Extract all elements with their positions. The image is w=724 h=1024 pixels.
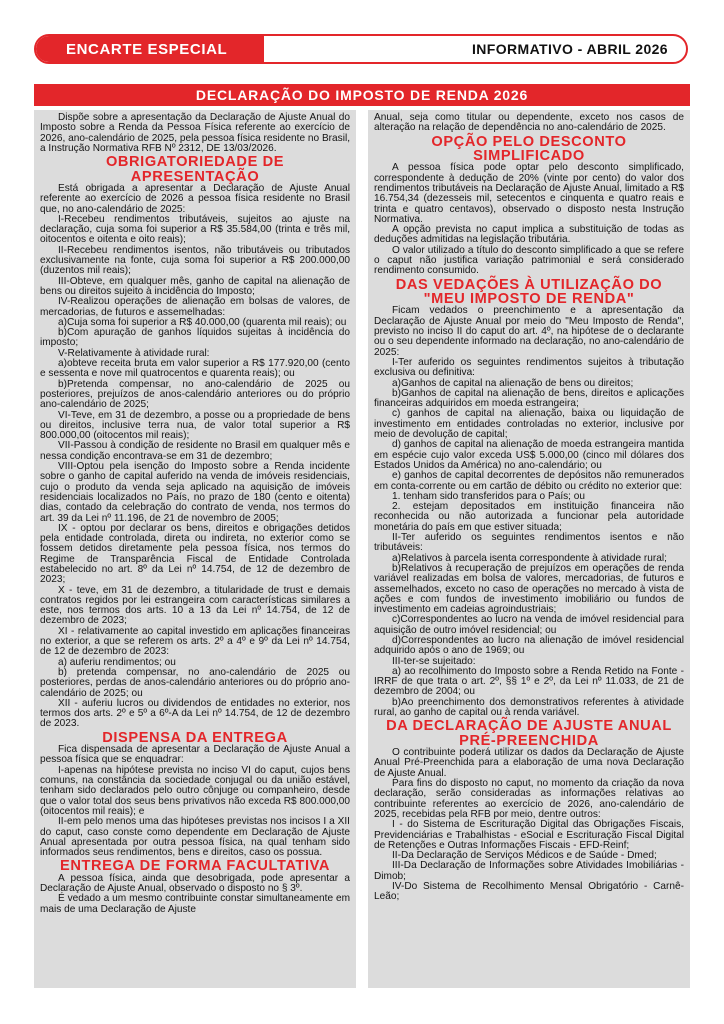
- paragraph: Fica dispensada de apresentar a Declaração de Ajuste Anual a pessoa física que se enquadrar:: [40, 744, 350, 766]
- paragraph: É vedado a um mesmo contribuinte constar simultaneamente em mais de uma Declaração de Ajuste: [40, 893, 350, 915]
- heading-facultativa: ENTREGA DE FORMA FACULTATIVA: [59, 858, 330, 875]
- paragraph: III-ter-se sujeitado:: [392, 655, 476, 667]
- paragraph: I-Recebeu rendimentos tributáveis, sujeitos ao ajuste na declaração, cuja soma foi superior a R$ 35.584,00 (trinta e três mil, oitocentos e oitenta e oito reais);: [40, 213, 350, 246]
- paragraph: O contribuinte poderá utilizar os dados da Declaração de Ajuste Anual Pré-Preenchida para a elaboração de uma nova Declaração de Ajuste Anual.: [374, 747, 684, 779]
- paragraph: IV-Do Sistema de Recolhimento Mensal Obrigatório - Carnê-Leão;: [374, 881, 684, 903]
- paragraph: d) ganhos de capital na alienação de moeda estrangeira mantida em espécie cujo valor exceda US$ 5.000,00 (cinco mil dólares dos Estados Unidos da América) no ano-calendário; ou: [374, 439, 684, 471]
- intro-paragraph: Dispõe sobre a apresentação da Declaração de Ajuste Anual do Imposto sobre a Renda da Pessoa Física referente ao exercício de 2026, ano-calendário de 2025, pela pessoa física residente no Brasil, a Instrução Normativa RFB Nº 2312, DE 13/03/2026.: [40, 112, 350, 154]
- paragraph: a)Ganhos de capital na alienação de bens ou direitos;: [392, 377, 634, 389]
- paragraph: b)Com apuração de ganhos líquidos sujeitas à incidência do imposto;: [40, 327, 350, 349]
- paragraph: a) auferiu rendimentos; ou: [58, 656, 176, 668]
- paragraph: a) ao recolhimento do Imposto sobre a Renda Retido na Fonte - IRRF de que trata o art. 2º, §§ 1º e 2º, da Lei nº 11.033, de 21 de dezembro de 2004; ou: [374, 665, 684, 698]
- paragraph: A opção prevista no caput implica a substituição de todas as deduções admitidas na legislação tributária.: [374, 224, 684, 246]
- paragraph: a)Cuja soma foi superior a R$ 40.000,00 (quarenta mil reais); ou: [58, 316, 347, 328]
- paragraph: A pessoa física, ainda que desobrigada, pode apresentar a Declaração de Ajuste Anual, observado o disposto no § 3º.: [40, 872, 350, 895]
- paragraph: b) pretenda compensar, no ano-calendário de 2025 ou posteriores, perdas de anos-calendário anteriores ou do próprio ano-calendário de 2025; ou: [40, 666, 350, 699]
- paragraph: II-Ter auferido os seguintes rendimentos isentos e não tributáveis:: [374, 532, 684, 554]
- paragraph: V-Relativamente à atividade rural:: [58, 347, 210, 359]
- paragraph: 1. tenham sido transferidos para o País; ou: [392, 490, 586, 502]
- heading-dispensa: DISPENSA DA ENTREGA: [102, 729, 288, 746]
- dispensa-list: [40, 745, 350, 858]
- top-banner: [34, 34, 688, 64]
- paragraph: e) ganhos de capital decorrentes de depósitos não remunerados em conta-corrente ou em cartão de débito ou crédito no exterior que:: [374, 470, 684, 492]
- paragraph: II-Recebeu rendimentos isentos, não tributáveis ou tributados exclusivamente na fonte, cuja soma foi superior a R$ 200.000,00 (duzentos mil reais);: [40, 244, 350, 277]
- paragraph: XII - auferiu lucros ou dividendos de entidades no exterior, nos termos dos arts. 2º e 5º a 6º-A da Lei nº 14.754, de 12 de dezembro de 2023.: [40, 697, 350, 730]
- paragraph: X - teve, em 31 de dezembro, a titularidade de trust e demais contratos regidos por lei estrangeira com características similares a este, nos termos dos arts. 10 a 13 da Lei nº 14.754, de 12 de dezembro de 2023;: [40, 584, 350, 627]
- paragraph: c) ganhos de capital na alienação, baixa ou liquidação de investimento em entidades controladas no exterior, inclusive por meio de devolução de capital;: [374, 408, 684, 441]
- paragraph: VI-Teve, em 31 de dezembro, a posse ou a propriedade de bens ou direitos, inclusive terra nua, de valor total superior a R$ 800.000,00 (oitocentos mil reais);: [40, 409, 350, 442]
- facultativa-list: [40, 874, 350, 915]
- page-title: DECLARAÇÃO DO IMPOSTO DE RENDA 2026: [34, 84, 690, 106]
- paragraph: Ficam vedados o preenchimento e a apresentação da Declaração de Ajuste Anual por meio do "Meu Imposto de Renda", previsto no inciso II do caput do art. 4º, na hipótese de o declarante ou o seu dependente informado na declaração, no ano-calendário de 2025:: [374, 305, 684, 358]
- paragraph: 2. estejam depositados em instituição financeira não reconhecida ou não autorizada a funcionar pela autoridade monetária do país em que estiver situada;: [374, 501, 684, 533]
- paragraph: II-Da Declaração de Serviços Médicos e de Saúde - Dmed;: [392, 850, 657, 862]
- heading-preenchida: DA DECLARAÇÃO DE AJUSTE ANUAL PRÉ-PREENCHIDA: [386, 718, 672, 749]
- obrigatoriedade-list: [40, 184, 350, 730]
- paragraph: d)Correspondentes ao lucro na alienação de imóvel residencial adquirido após o ano de 1969; ou: [374, 634, 684, 657]
- paragraph: b)Ganhos de capital na alienação de bens, direitos e aplicações financeiras adquiridos em moeda estrangeira;: [374, 387, 684, 410]
- left-column: [34, 110, 356, 988]
- preenchida-list: [374, 748, 684, 902]
- issue-label: INFORMATIVO - ABRIL 2026: [471, 41, 668, 57]
- paragraph: III-Obteve, em qualquer mês, ganho de capital na alienação de bens ou direitos sujeito à incidência do Imposto;: [40, 275, 350, 297]
- paragraph: II-em pelo menos uma das hipóteses previstas nos incisos I a XII do caput, caso conste como dependente em Declaração de Ajuste Anual apresentada por outra pessoa física, na qual tenham sido informados seus rendimentos, bens e direitos, caso os possua.: [40, 816, 350, 859]
- paragraph: I-apenas na hipótese prevista no inciso VI do caput, cujos bens comuns, na constância da sociedade conjugal ou da união estável, tenham sido declarados pelo outro cônjuge ou companheiro, desde que o valor total dos seus bens privativos não exceda R$ 800.000,00 (oitocentos mil reais); e: [40, 764, 350, 817]
- vedacoes-list: [374, 306, 684, 718]
- section-label: ENCARTE ESPECIAL: [36, 36, 264, 62]
- opcao-list: [374, 163, 684, 276]
- paragraph: Está obrigada a apresentar a Declaração de Ajuste Anual referente ao exercício de 2026 a pessoa física residente no Brasil que, no ano-calendário de 2025:: [40, 183, 350, 215]
- paragraph: IV-Realizou operações de alienação em bolsas de valores, de mercadorias, de futuros e assemelhadas:: [40, 296, 350, 318]
- continuation-paragraph: Anual, seja como titular ou dependente, exceto nos casos de alteração na relação de dependência no ano-calendário de 2025.: [374, 112, 684, 134]
- paragraph: b)Ao preenchimento dos demonstrativos referentes à atividade rural, ao ganho de capital ou à renda variável.: [374, 696, 684, 719]
- paragraph: Para fins do disposto no caput, no momento da criação da nova declaração, serão consideradas as informações relativas ao contribuinte referentes ao exercício de 2026, ano-calendário de 2025, recebidas pela RFB por meio, dentre outros:: [374, 778, 684, 820]
- paragraph: a)obteve receita bruta em valor superior a R$ 177.920,00 (cento e sessenta e nove mil quatrocentos e quarenta reais); ou: [40, 358, 350, 380]
- paragraph: A pessoa física pode optar pelo desconto simplificado, correspondente à dedução de 20% (vinte por cento) do valor dos rendimentos tributáveis na Declaração de Ajuste Anual, limitado a R$ 16.754,34 (dezesseis mil, setecentos e cinquenta e quatro reais e trinta e quatro centavos), observado o disposto nesta Instrução Normativa.: [374, 162, 684, 225]
- heading-vedacoes: DAS VEDAÇÕES À UTILIZAÇÃO DO "MEU IMPOSTO DE RENDA": [395, 276, 663, 308]
- paragraph: O valor utilizado a título do desconto simplificado a que se refere o caput não justifica variação patrimonial e será considerado rendimento consumido.: [374, 244, 684, 277]
- paragraph: I - do Sistema de Escrituração Digital das Obrigações Fiscais, Previdenciárias e Trabalhistas - eSocial e Escrituração Fiscal Digital de Retenções e Outras Informações Fiscais - EFD-Reinf;: [374, 819, 684, 851]
- heading-obrigatoriedade: OBRIGATORIEDADE DE APRESENTAÇÃO: [105, 154, 285, 185]
- paragraph: c)Correspondentes ao lucro na venda de imóvel residencial para aquisição de outro imóvel residencial; ou: [374, 614, 684, 636]
- paragraph: b)Pretenda compensar, no ano-calendário de 2025 ou posteriores, prejuízos de anos-calendário anteriores ou do próprio ano-calendário de 2025;: [40, 378, 350, 411]
- heading-opcao: OPÇÃO PELO DESCONTO SIMPLIFICADO: [431, 133, 627, 164]
- paragraph: VII-Passou à condição de residente no Brasil em qualquer mês e nessa condição encontrava-se em 31 de dezembro;: [40, 440, 350, 462]
- paragraph: VIII-Optou pela isenção do Imposto sobre a Renda incidente sobre o ganho de capital auferido na venda de imóveis residenciais, cujo o produto da venda seja aplicado na aquisição de imóveis residenciais localizados no País, no prazo de 180 (cento e oitenta) dias, contado da celebração do contrato de venda, nos termos do art. 39 da Lei nº 11.196, de 21 de novembro de 2005;: [40, 461, 350, 524]
- paragraph: IX - optou por declarar os bens, direitos e obrigações detidos pela entidade controlada, direta ou indireta, no exterior como se fossem detidos diretamente pela pessoa física, nos termos do Regime de Transparência Fiscal de Entidade Controlada estabelecido no art. 8º da Lei nº 14.754, de 12 de dezembro de 2023;: [40, 522, 350, 586]
- right-column: [368, 110, 690, 988]
- paragraph: XI - relativamente ao capital investido em aplicações financeiras no exterior, a que se referem os arts. 2º a 4º e 9º da Lei nº 14.754, de 12 de dezembro de 2023:: [40, 625, 350, 658]
- paragraph: III-Da Declaração de Informações sobre Atividades Imobiliárias - Dimob;: [374, 860, 684, 882]
- paragraph: a)Relativos à parcela isenta correspondente à atividade rural;: [392, 552, 667, 564]
- paragraph: b)Relativos à recuperação de prejuízos em operações de renda variável realizadas em bolsa de valores, mercadorias, de futuros e assemelhados, exceto no caso de operações no mercado à vista de ações e com fundos de investimento imobiliário ou fundos de investimento em cadeias agroindustriais;: [374, 562, 684, 616]
- paragraph: I-Ter auferido os seguintes rendimentos sujeitos à tributação exclusiva ou definitiva:: [374, 356, 684, 379]
